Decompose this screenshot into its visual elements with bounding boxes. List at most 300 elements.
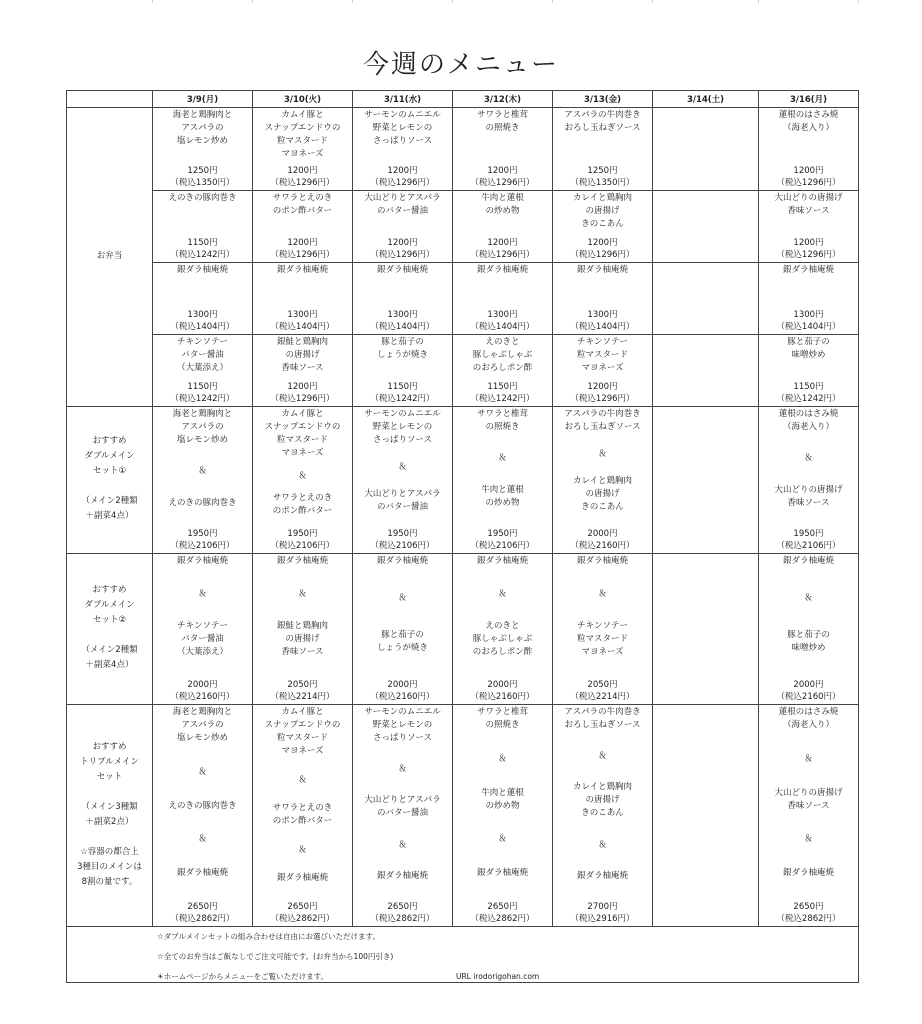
price: 1200円 [387, 166, 418, 176]
dish-name [177, 336, 228, 375]
menu-cell-content [453, 407, 552, 553]
dish-name-line: 蓮根のはさみ焼 [778, 409, 839, 419]
category-label-line: ☆容器の都合上 [80, 846, 139, 857]
dish-name [273, 492, 333, 518]
dish-name [783, 555, 834, 568]
price-block [570, 165, 634, 189]
category-label-line: （メイン3種類 [81, 801, 138, 812]
dish-name-line: 粒マスタード [276, 733, 328, 743]
menu-cell-content [353, 554, 452, 704]
menu-cell-content [653, 263, 758, 334]
price-tax-included: （税込2862円） [776, 913, 841, 924]
dish-name-line: カレイと鶏胸肉 [572, 476, 633, 486]
dish-name-line: 味噌炒め [791, 350, 826, 360]
category-label-line: トリプルメイン [80, 756, 139, 767]
price-tax-included: （税込2160円） [470, 691, 535, 702]
dish-name-line: 大山どりの唐揚げ [774, 787, 843, 798]
dish-name-line: サワラと椎茸 [476, 707, 528, 717]
dish-name-line: 牛肉と蓮根 [481, 193, 524, 203]
dish-name [168, 800, 236, 813]
dish-name-line: （海老入り） [782, 123, 834, 133]
dish-name [377, 870, 428, 883]
price: 1200円 [487, 238, 518, 248]
combo-separator: ＆ [498, 453, 507, 464]
dish-name [173, 109, 233, 148]
dish-name-line: 香味ソース [281, 363, 324, 373]
menu-cell-content [759, 554, 858, 704]
price-tax-included: （税込1242円） [170, 394, 235, 404]
dish-name [573, 192, 632, 231]
menu-cell-empty [653, 191, 759, 263]
price: 1200円 [793, 238, 824, 248]
menu-cell-content [759, 191, 858, 262]
dish-name-line: 銀ダラ柚庵焼 [376, 870, 428, 881]
dish-name-line: おろし玉ねぎソース [564, 720, 641, 730]
dish-name-line: サーモンのムニエル [364, 409, 441, 419]
menu-cell [353, 263, 453, 335]
day-header: 3/13(金) [553, 91, 653, 108]
dish-name [787, 629, 830, 655]
category-double-main-set-2 [67, 554, 153, 705]
menu-cell [553, 263, 653, 335]
dish-name-line: 香味ソース [787, 497, 830, 508]
menu-cell [253, 335, 353, 407]
dish-name-line: 銀ダラ柚庵焼 [782, 265, 834, 275]
price-block [570, 679, 634, 703]
dish-name [477, 706, 528, 732]
menu-cell-content [553, 705, 652, 926]
price-block [776, 679, 840, 703]
price-block [170, 901, 234, 925]
menu-cell [153, 705, 253, 927]
price: 1950円 [387, 529, 418, 539]
dish-name-line: 粒マスタード [576, 350, 628, 360]
menu-cell [253, 191, 353, 263]
menu-cell-empty [653, 407, 759, 554]
combo-separator: ＆ [598, 449, 607, 459]
dish-name-line: 豚と茄子の [381, 337, 424, 347]
menu-cell-empty [653, 705, 759, 927]
day-header: 3/11(水) [353, 91, 453, 108]
price-tax-included: （税込2160円） [170, 691, 235, 702]
dish-name-line: 銀ダラ柚庵焼 [576, 556, 628, 566]
dish-name-line: の唐揚げ [585, 206, 620, 216]
dish-name-line: 塩レモン炒め [176, 733, 228, 743]
dish-name-line: 豚と茄子の [787, 337, 830, 347]
dish-name [577, 620, 628, 659]
dish-name [277, 336, 328, 375]
page-title: 今週のメニュー [362, 50, 559, 80]
menu-cell-content [253, 191, 352, 262]
price-tax-included: （税込1296円） [370, 250, 435, 260]
dish-name-line: 銀ダラ柚庵焼 [376, 265, 428, 275]
dish-name-line: 豚と茄子の [381, 630, 424, 640]
menu-cell [759, 407, 859, 554]
dish-name-line: のバター醤油 [376, 206, 428, 216]
category-label-line: ダブルメイン [84, 451, 135, 461]
menu-cell-content [759, 407, 858, 553]
dish-name [473, 336, 533, 375]
menu-cell [453, 335, 553, 407]
price-tax-included: （税込2106円） [270, 540, 335, 551]
dish-name [277, 264, 328, 277]
combo-separator: ＆ [598, 839, 607, 850]
price-tax-included: （税込1404円） [270, 322, 335, 332]
category-label-line: ダブルメイン [84, 600, 135, 610]
note-no-rice: ☆全てのお弁当はご飯なしでご注文可能です。(お弁当から100円引き) [157, 952, 394, 961]
dish-name-line: のバター醤油 [376, 808, 428, 819]
combo-separator: ＆ [198, 466, 207, 477]
menu-cell-content [153, 108, 252, 190]
dish-name-line: バター醤油 [181, 350, 224, 360]
dish-name-line: きのこあん [581, 808, 624, 819]
day-header: 3/10(火) [253, 91, 353, 108]
price-tax-included: （税込1296円） [270, 394, 335, 404]
dish-name-line: の照焼き [485, 720, 520, 730]
price-tax-included: （税込2160円） [570, 541, 635, 551]
category-label-line [67, 629, 152, 644]
price-tax-included: （税込1350円） [570, 178, 635, 188]
price-block [570, 309, 634, 333]
price: 1150円 [487, 382, 518, 392]
price-block [470, 381, 534, 405]
price-tax-included: （税込1242円） [470, 394, 535, 404]
dish-name-line: さっぱりソース [372, 136, 433, 146]
menu-cell-content [759, 335, 858, 406]
price-block [570, 901, 634, 925]
price: 1950円 [287, 528, 318, 539]
dish-name-line: 牛肉と蓮根 [481, 787, 524, 798]
menu-cell-content [653, 705, 758, 926]
menu-cell-empty [653, 263, 759, 335]
price: 1200円 [287, 166, 318, 176]
dish-name-line: スナップエンドウの [264, 422, 341, 432]
price-tax-included: （税込1296円） [470, 178, 535, 188]
menu-cell-empty [653, 554, 759, 705]
price-tax-included: （税込1242円） [370, 394, 435, 404]
price: 1950円 [187, 528, 218, 539]
category-label-line: （メイン2種類 [81, 496, 138, 506]
dish-name [377, 264, 428, 277]
price-block [170, 237, 234, 261]
menu-cell [253, 705, 353, 927]
menu-row [67, 108, 859, 191]
dish-name [377, 629, 428, 655]
menu-cell [353, 335, 453, 407]
combo-separator: ＆ [498, 588, 507, 599]
dish-name [364, 408, 441, 447]
menu-cell-content [453, 191, 552, 262]
category-label-line: 8割の量です。 [81, 876, 138, 887]
price-block [370, 901, 434, 925]
price-block [470, 309, 534, 333]
price: 2000円 [587, 529, 618, 539]
price-block [470, 679, 534, 703]
dish-name-line: サワラと椎茸 [476, 409, 528, 419]
dish-name-line: バター醤油 [181, 634, 224, 645]
dish-name-line: の唐揚げ [585, 489, 620, 499]
dish-name-line: 大山どりとアスパラ [364, 795, 441, 806]
dish-name-line: 豚しゃぶしゃぶ [472, 350, 533, 360]
menu-cell-empty [653, 335, 759, 407]
dish-name [564, 408, 640, 434]
menu-cell [353, 191, 453, 263]
price: 1150円 [187, 382, 218, 392]
combo-separator: ＆ [398, 593, 407, 603]
price: 1950円 [487, 528, 518, 539]
price-tax-included: （税込1296円） [570, 394, 635, 404]
dish-name-line: 牛肉と蓮根 [481, 484, 524, 495]
dish-name [774, 787, 842, 813]
dish-name-line: アスパラの牛肉巻き [564, 110, 641, 120]
price: 2000円 [187, 679, 218, 690]
dish-name-line: 味噌炒め [791, 643, 826, 653]
dish-name [364, 488, 440, 514]
price-tax-included: （税込2106円） [776, 540, 841, 551]
dish-name [168, 192, 236, 205]
price-block [170, 165, 234, 189]
category-label-line: （メイン2種類 [81, 645, 138, 655]
dish-name-line: 野菜とレモンの [372, 720, 433, 730]
category-label-line [67, 480, 152, 495]
price-block [776, 528, 840, 552]
dish-name-line: 海老と鶏胸肉と [172, 707, 233, 717]
dish-name-line: のおろしポン酢 [472, 647, 533, 658]
menu-cell [453, 554, 553, 705]
price-tax-included: （税込1296円） [470, 250, 535, 260]
category-triple-main-set [67, 705, 153, 927]
category-label-line: 3種目のメインは [77, 861, 142, 872]
dish-name [774, 484, 842, 510]
price-tax-included: （税込2160円） [776, 692, 841, 702]
price-tax-included: （税込1404円） [170, 322, 235, 332]
price-tax-included: （税込2916円） [570, 913, 635, 924]
dish-name-line: しょうが焼き [376, 350, 428, 360]
website-url: URL irodorigohan.com [455, 972, 540, 981]
price-block [270, 237, 334, 261]
note-homepage: ☀ホームページからメニューをご覧いただけます。 [157, 972, 328, 981]
category-label-line: おすすめ [92, 741, 127, 752]
menu-cell-content [453, 554, 552, 704]
dish-name [477, 109, 528, 135]
dish-name-line: カムイ豚と [281, 707, 324, 717]
menu-cell [553, 407, 653, 554]
category-label-line: ＋副菜2点） [85, 816, 134, 827]
dish-name [265, 706, 341, 758]
price: 1150円 [793, 382, 824, 392]
dish-name-line: 粒マスタード [276, 136, 328, 146]
dish-name-line: 粒マスタード [576, 634, 628, 645]
menu-cell-content [353, 108, 452, 190]
menu-cell [253, 554, 353, 705]
day-header: 3/12(木) [453, 91, 553, 108]
price-tax-included: （税込1404円） [570, 322, 635, 332]
menu-cell [453, 108, 553, 191]
dish-name-line: えのきと [485, 621, 520, 632]
price: 1200円 [793, 166, 824, 176]
dish-name [277, 620, 328, 659]
dish-name-line: 香味ソース [281, 647, 324, 658]
price: 1200円 [387, 238, 418, 248]
price-block [170, 679, 234, 703]
price-tax-included: （税込1296円） [270, 250, 335, 260]
dish-name [265, 109, 341, 161]
day-header: 3/14(土) [653, 91, 759, 108]
dish-name-line: サワラとえのき [272, 493, 333, 504]
price-block [776, 165, 840, 189]
menu-cell-content [553, 108, 652, 190]
dish-name-line: さっぱりソース [372, 733, 433, 743]
dish-name-line: 銀ダラ柚庵焼 [376, 556, 428, 566]
dish-name [564, 109, 640, 135]
combo-separator: ＆ [398, 764, 407, 775]
dish-name-line: 銀ダラ柚庵焼 [576, 870, 628, 881]
dish-name-line: 銀ダラ柚庵焼 [476, 265, 528, 275]
dish-name [173, 408, 233, 447]
menu-cell [253, 263, 353, 335]
dish-name-line: 銀ダラ柚庵焼 [176, 265, 228, 275]
combo-separator: ＆ [298, 774, 307, 785]
menu-cell [353, 407, 453, 554]
dish-name-line: （海老入り） [782, 720, 834, 730]
dish-name-line: えのきと [485, 337, 520, 347]
dish-name-line: サワラとえのき [272, 193, 333, 203]
price: 1200円 [287, 238, 318, 248]
menu-cell-content [253, 108, 352, 190]
price: 1300円 [487, 310, 518, 320]
price-tax-included: （税込1296円） [370, 178, 435, 188]
dish-name-line: 大山どりの唐揚げ [774, 193, 843, 203]
dish-name [177, 620, 228, 659]
category-label-line: ＋副菜4点） [85, 511, 134, 521]
dish-name-line: （海老入り） [782, 422, 834, 432]
dish-name [573, 475, 632, 514]
dish-name-line: 銀ダラ柚庵焼 [176, 556, 228, 566]
dish-name-line: アスパラの牛肉巻き [564, 409, 641, 419]
price: 2000円 [487, 679, 518, 690]
dish-name-line: きのこあん [581, 219, 624, 229]
price-block [170, 381, 234, 405]
menu-cell [759, 554, 859, 705]
dish-name-line: 銀ダラ柚庵焼 [476, 868, 528, 879]
dish-name-line: 野菜とレモンの [372, 123, 433, 133]
dish-name-line: カムイ豚と [281, 110, 324, 120]
category-label-line: おすすめ [92, 436, 127, 446]
dish-name-line: 粒マスタード [276, 435, 328, 445]
price-block [470, 165, 534, 189]
price-block [270, 679, 334, 703]
menu-cell-content [153, 554, 252, 704]
menu-cell [453, 705, 553, 927]
dish-name-line: 塩レモン炒め [176, 435, 228, 445]
menu-cell [759, 108, 859, 191]
menu-cell [453, 191, 553, 263]
dish-name-line: チキンソテー [577, 337, 628, 347]
dish-name [779, 109, 839, 135]
price: 1250円 [587, 166, 618, 176]
price-block [776, 381, 840, 405]
dish-name-line: 蓮根のはさみ焼 [778, 110, 839, 120]
combo-separator: ＆ [298, 844, 307, 855]
dish-name-line: の照焼き [485, 123, 520, 133]
price-block [270, 165, 334, 189]
menu-cell [353, 554, 453, 705]
combo-separator: ＆ [804, 753, 813, 764]
dish-name-line: 銀ダラ柚庵焼 [276, 556, 328, 566]
price-tax-included: （税込1296円） [570, 250, 635, 260]
price: 2650円 [387, 901, 418, 912]
dish-name [277, 872, 328, 885]
price-tax-included: （税込2106円） [170, 540, 235, 551]
price-tax-included: （税込1404円） [470, 322, 535, 332]
price-block [470, 528, 534, 552]
dish-name [177, 555, 228, 568]
dish-name-line: 大山どりとアスパラ [364, 489, 441, 499]
price-block [370, 679, 434, 703]
price-tax-included: （税込2160円） [370, 692, 435, 702]
dish-name [783, 867, 834, 880]
category-label-line: セット [96, 771, 123, 782]
combo-separator: ＆ [598, 751, 607, 762]
price: 2700円 [587, 901, 618, 912]
price: 1200円 [587, 382, 618, 392]
note-homepage-line [157, 971, 858, 982]
dish-name [477, 867, 528, 880]
menu-cell-content [253, 705, 352, 926]
dish-name-line: チキンソテー [177, 621, 228, 632]
menu-cell [153, 108, 253, 191]
dish-name-line: 海老と鶏胸肉と [172, 409, 233, 419]
dish-name-line: えのきの豚肉巻き [168, 800, 237, 811]
dish-name-line: 大山どりの唐揚げ [774, 484, 843, 495]
menu-cell-content [653, 108, 758, 190]
menu-cell [453, 407, 553, 554]
price-tax-included: （税込2862円） [170, 913, 235, 924]
combo-separator: ＆ [804, 453, 813, 464]
dish-name-line: カレイと鶏胸肉 [572, 782, 633, 793]
dish-name-line: マヨネーズ [281, 746, 324, 756]
dish-name [779, 408, 839, 434]
price-block [570, 528, 634, 552]
price: 2650円 [793, 901, 824, 912]
dish-name [577, 336, 628, 375]
menu-cell-content [453, 263, 552, 334]
price: 2650円 [187, 901, 218, 912]
dish-name-line: 香味ソース [787, 800, 830, 811]
menu-cell [253, 407, 353, 554]
menu-cell-content [153, 335, 252, 406]
dish-name-line: 銀ダラ柚庵焼 [276, 265, 328, 275]
day-header: 3/16(月) [759, 91, 859, 108]
menu-cell-content [553, 335, 652, 406]
dish-name-line: カムイ豚と [281, 409, 324, 419]
dish-name-line: 大山どりとアスパラ [364, 193, 441, 203]
price: 2050円 [287, 679, 318, 690]
price-block [170, 528, 234, 552]
combo-separator: ＆ [298, 588, 307, 599]
dish-name-line: サワラと椎茸 [476, 110, 528, 120]
dish-name-line: のポン酢バター [272, 206, 333, 216]
dish-name-line: おろし玉ねぎソース [564, 123, 641, 133]
category-label-line [67, 786, 152, 801]
dish-name [265, 408, 341, 460]
dish-name-line: しょうが焼き [376, 643, 428, 653]
dish-name-line: えのきの豚肉巻き [168, 497, 237, 508]
dish-name-line: サーモンのムニエル [364, 110, 441, 120]
dish-name-line: おろし玉ねぎソース [564, 422, 641, 432]
price: 2000円 [793, 680, 824, 690]
dish-name [364, 192, 440, 218]
